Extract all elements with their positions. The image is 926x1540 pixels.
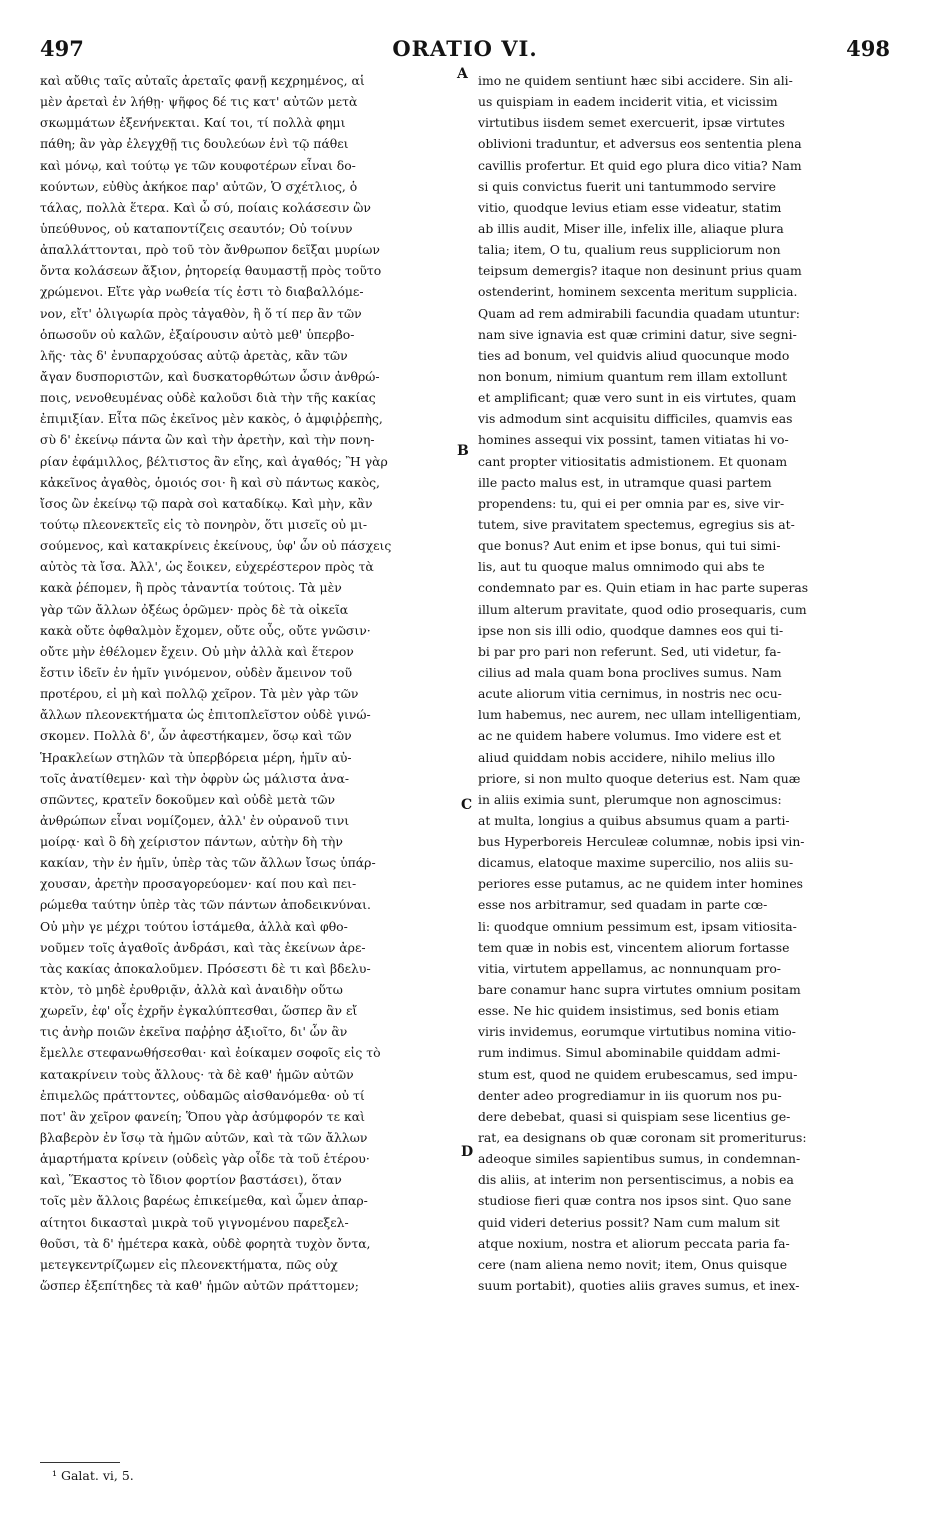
latin-text-line: tem quæ in nobis est, vincentem aliorum fortasse xyxy=(478,939,790,955)
latin-text-line: suum portabit), quoties aliis graves sumus, et inex- xyxy=(478,1278,800,1294)
latin-text-line: rum indimus. Simul abominabile quiddam admi- xyxy=(478,1045,781,1061)
latin-text-line: et amplificant; quæ vero sunt in eis virtutes, quam xyxy=(478,390,797,406)
greek-text-line: καὶ αὔθις ταῖς αὐταῖς ἀρεταῖς φανῇ κεχρημένος, αἱ xyxy=(40,73,365,88)
latin-text-line: que bonus? Aut enim et ipse bonus, qui tui simi- xyxy=(478,538,781,554)
latin-text-line: quid videri deterius possit? Nam cum malum sit xyxy=(478,1214,780,1230)
section-marker-a: A xyxy=(457,66,468,82)
latin-text-line: propendens: tu, qui ei per omnia par es, sive vir- xyxy=(478,495,785,511)
greek-text-line: τάλας, πολλὰ ἕτερα. Καὶ ὦ σύ, ποίαις κολάσεσιν ὢν xyxy=(40,199,371,215)
latin-text-line: vitio, quodque levius etiam esse videatur, statim xyxy=(478,199,782,215)
greek-text-line: καὶ, Ἕκαστος τὸ ἴδιον φορτίον βαστάσει), ὅταν xyxy=(40,1172,342,1188)
greek-text-line: τοῖς ἀνατίθεμεν· καὶ τὴν ὀφρὺν ὡς μάλιστα ἀνα- xyxy=(40,770,350,786)
latin-text-line: tutem, sive pravitatem spectemus, egregius sis at- xyxy=(478,516,795,532)
greek-text-line: μετεγκεντρίζωμεν εἰς πλεονεκτήματα, πῶς οὐχ xyxy=(40,1256,338,1272)
greek-text-line: νον, εἴτ' ὀλιγωρία πρὸς τἀγαθὸν, ἢ ὅ τί περ ἂν τῶν xyxy=(40,305,362,321)
greek-text-line: βλαβερὸν ἐν ἴσῳ τὰ ἡμῶν αὐτῶν, καὶ τὰ τῶν ἄλλων xyxy=(40,1130,368,1146)
latin-text-line: li: quodque omnium pessimum est, ipsam vitiosita- xyxy=(478,918,797,934)
greek-text-line: ἁμαρτήματα κρίνειν (οὐδεὶς γὰρ οἶδε τὰ τοῦ ἑτέρου· xyxy=(40,1151,370,1167)
latin-text-line: cilius ad mala quam bona proclives sumus. Nam xyxy=(478,664,782,680)
left-page-number: 497 xyxy=(40,36,84,61)
section-marker-b: B xyxy=(457,443,469,459)
latin-text-line: ille pacto malus est, in utramque quasi partem xyxy=(478,474,772,490)
greek-text-line: τις ἀνὴρ ποιῶν ἐκεῖνα παῤῥησ ἀξιοῖτο, δι' ὧν ἂν xyxy=(40,1024,348,1040)
greek-text-line: ποτ' ἂν χεῖρον φανείη; Ὅπου γὰρ ἀσύμφορόν τε καὶ xyxy=(40,1108,365,1124)
latin-text-line: rat, ea designans ob quæ coronam sit promeriturus: xyxy=(478,1130,807,1146)
greek-text-line: ἐπιμελῶς πράττοντες, οὐδαμῶς αἰσθανόμεθα· οὐ τί xyxy=(40,1087,365,1103)
latin-text-line: ac ne quidem habere volumus. Imo videre est et xyxy=(478,728,781,744)
latin-text-line: ipse non sis illi odio, quodque damnes eos qui ti- xyxy=(478,622,784,638)
greek-text-line: μοίρᾳ· καὶ ὃ δὴ χείριστον πάντων, αὐτὴν δὴ τὴν xyxy=(40,834,343,850)
greek-text-line: κατακρίνειν τοὺς ἄλλους· τὰ δὲ καθ' ἡμῶν αὐτῶν xyxy=(40,1066,354,1082)
section-marker-d: D xyxy=(461,1144,474,1160)
latin-text-line: si quis convictus fuerit uni tantummodo servire xyxy=(478,178,776,194)
greek-text-line: αίτητοι δικασταὶ μικρὰ τοῦ γιγνομένου παρεξελ- xyxy=(40,1214,349,1230)
latin-text-line: oblivioni traduntur, et adversus eos sententia plena xyxy=(478,136,802,152)
greek-text-line: πάθη; ἂν γὰρ ἐλεγχθῇ τις δουλεύων ἑνὶ τῷ πάθει xyxy=(40,136,349,152)
latin-text-line: ties ad bonum, vel quidvis aliud quocunque modo xyxy=(478,347,790,363)
latin-text-line: virtutibus iisdem semet exercuerit, ipsæ virtutes xyxy=(478,115,785,131)
greek-text-line: λῆς· τὰς δ' ἐνυπαρχούσας αὐτῷ ἀρετὰς, κἂν τῶν xyxy=(40,347,348,363)
greek-text-line: ἄγαν δυσποριστῶν, καὶ δυσκατορθώτων ὦσιν ἀνθρώ- xyxy=(40,368,380,384)
latin-text-line: vitia, virtutem appellamus, ac nonnunquam pro- xyxy=(478,960,781,976)
latin-text-line: cere (nam aliena nemo novit; item, Onus quisque xyxy=(478,1256,788,1272)
greek-text-line: σὺ δ' ἐκείνῳ πάντα ὢν καὶ τὴν ἀρετὴν, καὶ τὴν πονη- xyxy=(40,432,375,448)
greek-text-line: Οὐ μὴν γε μέχρι τούτου ἱστάμεθα, ἀλλὰ καὶ φθο- xyxy=(40,918,348,934)
greek-text-line: ἀνθρώπων εἶναι νομίζομεν, ἀλλ' ἐν οὐρανοῦ τινι xyxy=(40,812,350,828)
greek-text-line: ἀπαλλάττονται, πρὸ τοῦ τὸν ἄνθρωπον δεῖξαι μυρίων xyxy=(40,242,380,258)
greek-text-line: ρίαν ἐφάμιλλος, βέλτιστος ἂν εἴης, καὶ ἀγαθός; Ἢ γὰρ xyxy=(40,453,388,469)
greek-text-line: ὄντα κολάσεων ἄξιον, ῥητορείᾳ θαυμαστῇ πρὸς τοῦτο xyxy=(40,263,382,279)
latin-text-line: priore, si non multo quoque deterius est. Nam quæ xyxy=(478,770,801,786)
latin-text-line: illum alterum pravitate, quod odio prosequaris, cum xyxy=(478,601,807,617)
latin-text-line: at multa, longius a quibus absumus quam a parti- xyxy=(478,812,790,828)
latin-text-line: teipsum demergis? itaque non desinunt prius quam xyxy=(478,263,802,279)
latin-text-line: ab illis audit, Miser ille, infelix ille, aliaque plura xyxy=(478,220,784,236)
greek-text-line: κούντων, εὐθὺς ἀκήκοε παρ' αὐτῶν, Ὁ σχέτλιος, ὁ xyxy=(40,178,358,194)
greek-text-line: Ἡρακλείων στηλῶν τὰ ὑπερβόρεια μέρη, ἡμῖν αὐ- xyxy=(40,749,352,765)
latin-text-line: vis admodum sint acquisitu difficiles, quamvis eas xyxy=(478,411,793,427)
latin-text-line: cant propter vitiositatis admistionem. Et quonam xyxy=(478,453,788,469)
latin-text-line: esse. Ne hic quidem insistimus, sed bonis etiam xyxy=(478,1003,780,1019)
greek-text-line: γὰρ τῶν ἄλλων ὀξέως ὁρῶμεν· πρὸς δὲ τὰ οἰκεῖα xyxy=(40,601,349,617)
greek-text-line: σπῶντες, κρατεῖν δοκοῦμεν καὶ οὐδὲ μετὰ τῶν xyxy=(40,791,335,807)
greek-text-line: σκωμμάτων ἐξενήνεκται. Καί τοι, τί πολλὰ φημι xyxy=(40,115,346,131)
latin-text-line: in aliis eximia sunt, plerumque non agnoscimus: xyxy=(478,791,782,807)
latin-text-line: esse nos arbitramur, sed quadam in parte cœ- xyxy=(478,897,768,913)
greek-text-line: τούτῳ πλεονεκτεῖς εἰς τὸ πονηρὸν, ὅτι μισεῖς οὐ μι- xyxy=(40,516,368,532)
latin-text-line: viris invidemus, eorumque virtutibus nomina vitio- xyxy=(478,1024,796,1040)
latin-text-line: bi par pro pari non referunt. Sed, uti videtur, fa- xyxy=(478,643,781,659)
latin-text-line: bare conamur hanc supra virtutes omnium positam xyxy=(478,982,801,998)
latin-text-line: bus Hyperboreis Herculeæ columnæ, nobis ipsi vin- xyxy=(478,834,805,850)
latin-text-line: cavillis profertur. Et quid ego plura dico vitia? Nam xyxy=(478,157,802,173)
greek-text-line: κακὰ ῥέπομεν, ἢ πρὸς τἀναντία τούτοις. Τὰ μὲν xyxy=(40,580,342,596)
greek-text-line: ἴσος ὢν ἐκείνῳ τῷ παρὰ σοὶ καταδίκῳ. Καὶ μὴν, κἂν xyxy=(40,495,373,511)
latin-text-line: nam sive ignavia est quæ crimini datur, sive segni- xyxy=(478,326,797,342)
latin-text-line: studiose fieri quæ contra nos ipsos sint. Quo sane xyxy=(478,1193,792,1209)
running-title: ORATIO VI. xyxy=(392,36,538,61)
greek-text-line: χρώμενοι. Εἴτε γὰρ νωθεία τίς ἐστι τὸ διαβαλλόμε- xyxy=(40,284,364,300)
greek-text-line: μὲν ἀρεταὶ ἐν λήθῃ· ψῆφος δέ τις κατ' αὐτῶν μετὰ xyxy=(40,94,358,110)
greek-text-line: κακὰ οὔτε ὀφθαλμὸν ἔχομεν, οὔτε οὖς, οὔτε γνῶσιν· xyxy=(40,622,371,638)
latin-text-line: acute aliorum vitia cernimus, in nostris nec ocu- xyxy=(478,686,782,702)
greek-text-line: αὐτὸς τὰ ἴσα. Ἀλλ', ὡς ἔοικεν, εὐχερέστερον πρὸς τὰ xyxy=(40,559,374,575)
latin-text-line: imo ne quidem sentiunt hæc sibi accidere. Sin ali- xyxy=(478,73,793,88)
greek-text-line: νοῦμεν τοῖς ἀγαθοῖς ἀνδράσι, καὶ τὰς ἐκείνων ἀρε- xyxy=(40,939,366,955)
greek-text-line: ἔστιν ἰδεῖν ἐν ἡμῖν γινόμενον, οὐδὲν ἄμεινον τοῦ xyxy=(40,664,352,680)
greek-text-line: τὰς κακίας ἀποκαλοῦμεν. Πρόσεστι δὲ τι καὶ βδελυ- xyxy=(40,960,371,976)
latin-text-line: adeoque similes sapientibus sumus, in condemnan- xyxy=(478,1151,801,1167)
greek-text-line: σκομεν. Πολλὰ δ', ὧν ἀφεστήκαμεν, ὅσῳ καὶ τῶν xyxy=(40,728,352,744)
latin-text-line: Quam ad rem admirabili facundia quadam utuntur: xyxy=(478,305,800,321)
greek-text-line: ἄλλων πλεονεκτήματα ὡς ἐπιτοπλεῖστον οὐδὲ γινώ- xyxy=(40,707,371,723)
latin-text-line: ostenderint, hominem sexcenta meritum supplicia. xyxy=(478,284,798,300)
greek-text-line: θοῦσι, τὰ δ' ἡμέτερα κακὰ, οὐδὲ φορητὰ τυχὸν ὄντα, xyxy=(40,1235,371,1251)
greek-text-line: τοῖς μὲν ἄλλοις βαρέως ἐπικείμεθα, καὶ ὦμεν ἀπαρ- xyxy=(40,1193,368,1209)
greek-text-line: καὶ μόνῳ, καὶ τούτῳ γε τῶν κουφοτέρων εἶναι δο- xyxy=(40,157,356,173)
latin-text-line: lis, aut tu quoque malus omnimodo qui abs te xyxy=(478,559,765,575)
greek-text-line: κτὸν, τὸ μηδὲ ἐρυθριᾷν, ἀλλὰ καὶ ἀναιδὴν οὕτω xyxy=(40,982,343,998)
greek-text-line: ἔμελλε στεφανωθήσεσθαι· καὶ ἐοίκαμεν σοφοῖς εἰς τὸ xyxy=(40,1045,381,1061)
footnote: ¹ Galat. vi, 5. xyxy=(52,1468,134,1483)
latin-text-line: lum habemus, nec aurem, nec ullam intelligentiam, xyxy=(478,707,802,723)
greek-text-line: κἀκεῖνος ἀγαθὸς, ὁμοιός σοι· ἢ καὶ σὺ πάντως κακὸς, xyxy=(40,474,380,490)
latin-text-line: denter adeo progrediamur in iis quorum nos pu- xyxy=(478,1087,782,1103)
greek-text-column xyxy=(40,70,452,1460)
latin-text-line: non bonum, nimium quantum rem illam extollunt xyxy=(478,368,788,384)
latin-text-line: stum est, quod ne quidem erubescamus, sed impu- xyxy=(478,1066,798,1082)
latin-text-line: atque noxium, nostra et aliorum peccata paria fa- xyxy=(478,1235,790,1251)
latin-text-line: condemnato par es. Quin etiam in hac parte superas xyxy=(478,580,809,596)
greek-text-line: οὔτε μὴν ἐθέλομεν ἔχειν. Οὐ μὴν ἀλλὰ καὶ ἕτερον xyxy=(40,643,354,659)
latin-text-line: dere debebat, quasi si quispiam sese licentius ge- xyxy=(478,1108,791,1124)
greek-text-line: ρώμεθα ταύτην ὑπὲρ τὰς τῶν πάντων ἀποδεικνύναι. xyxy=(40,897,371,913)
greek-text-line: κακίαν, τὴν ἐν ἡμῖν, ὑπὲρ τὰς τῶν ἄλλων ἴσως ὑπάρ- xyxy=(40,855,376,871)
section-marker-c: C xyxy=(461,797,473,813)
latin-text-line: aliud quiddam nobis accidere, nihilo melius illo xyxy=(478,749,776,765)
footnote-rule xyxy=(40,1462,120,1463)
greek-text-line: προτέρου, εἰ μὴ καὶ πολλῷ χεῖρον. Τὰ μὲν γὰρ τῶν xyxy=(40,686,359,702)
latin-text-line: talia; item, O tu, qualium reus suppliciorum non xyxy=(478,242,781,258)
greek-text-line: χωρεῖν, ἐφ' οἷς ἐχρῆν ἐγκαλύπτεσθαι, ὥσπερ ἂν εἴ xyxy=(40,1003,358,1019)
latin-text-line: dis aliis, at interim non persentiscimus, a nobis ea xyxy=(478,1172,794,1188)
greek-text-line: χουσαν, ἀρετὴν προσαγορεύομεν· καί που καὶ πει- xyxy=(40,876,357,892)
right-page-number: 498 xyxy=(846,36,890,61)
latin-text-line: us quispiam in eadem inciderit vitia, et vicissim xyxy=(478,94,778,110)
greek-text-line: ποις, νενοθευμένας οὐδὲ καλοῦσι διὰ τὴν τῆς κακίας xyxy=(40,390,376,406)
latin-text-line: periores esse putamus, ac ne quidem inter homines xyxy=(478,876,804,892)
greek-text-line: ὑπεύθυνος, οὐ καταποντίζεις σεαυτόν; Οὐ τοίνυν xyxy=(40,220,353,236)
latin-text-column xyxy=(478,70,890,1460)
latin-text-line: dicamus, elatoque maxime supercilio, nos aliis su- xyxy=(478,855,794,871)
greek-text-line: ἐπιμιξίαν. Εἶτα πῶς ἐκεῖνος μὲν κακὸς, ὁ ἀμφιῤῥεπὴς, xyxy=(40,411,383,427)
greek-text-line: ὁπωσοῦν οὐ καλῶν, ἐξαίρουσιν αὐτὸ μεθ' ὑπερβο- xyxy=(40,326,355,342)
latin-text-line: homines assequi vix possint, tamen vitiatas hi vo- xyxy=(478,432,789,448)
greek-text-line: σούμενος, καὶ κατακρίνεις ἐκείνους, ὑφ' ὧν οὐ πάσχεις xyxy=(40,538,392,554)
greek-text-line: ὥσπερ ἐξεπίτηδες τὰ καθ' ἡμῶν αὐτῶν πράττομεν; xyxy=(40,1278,359,1294)
